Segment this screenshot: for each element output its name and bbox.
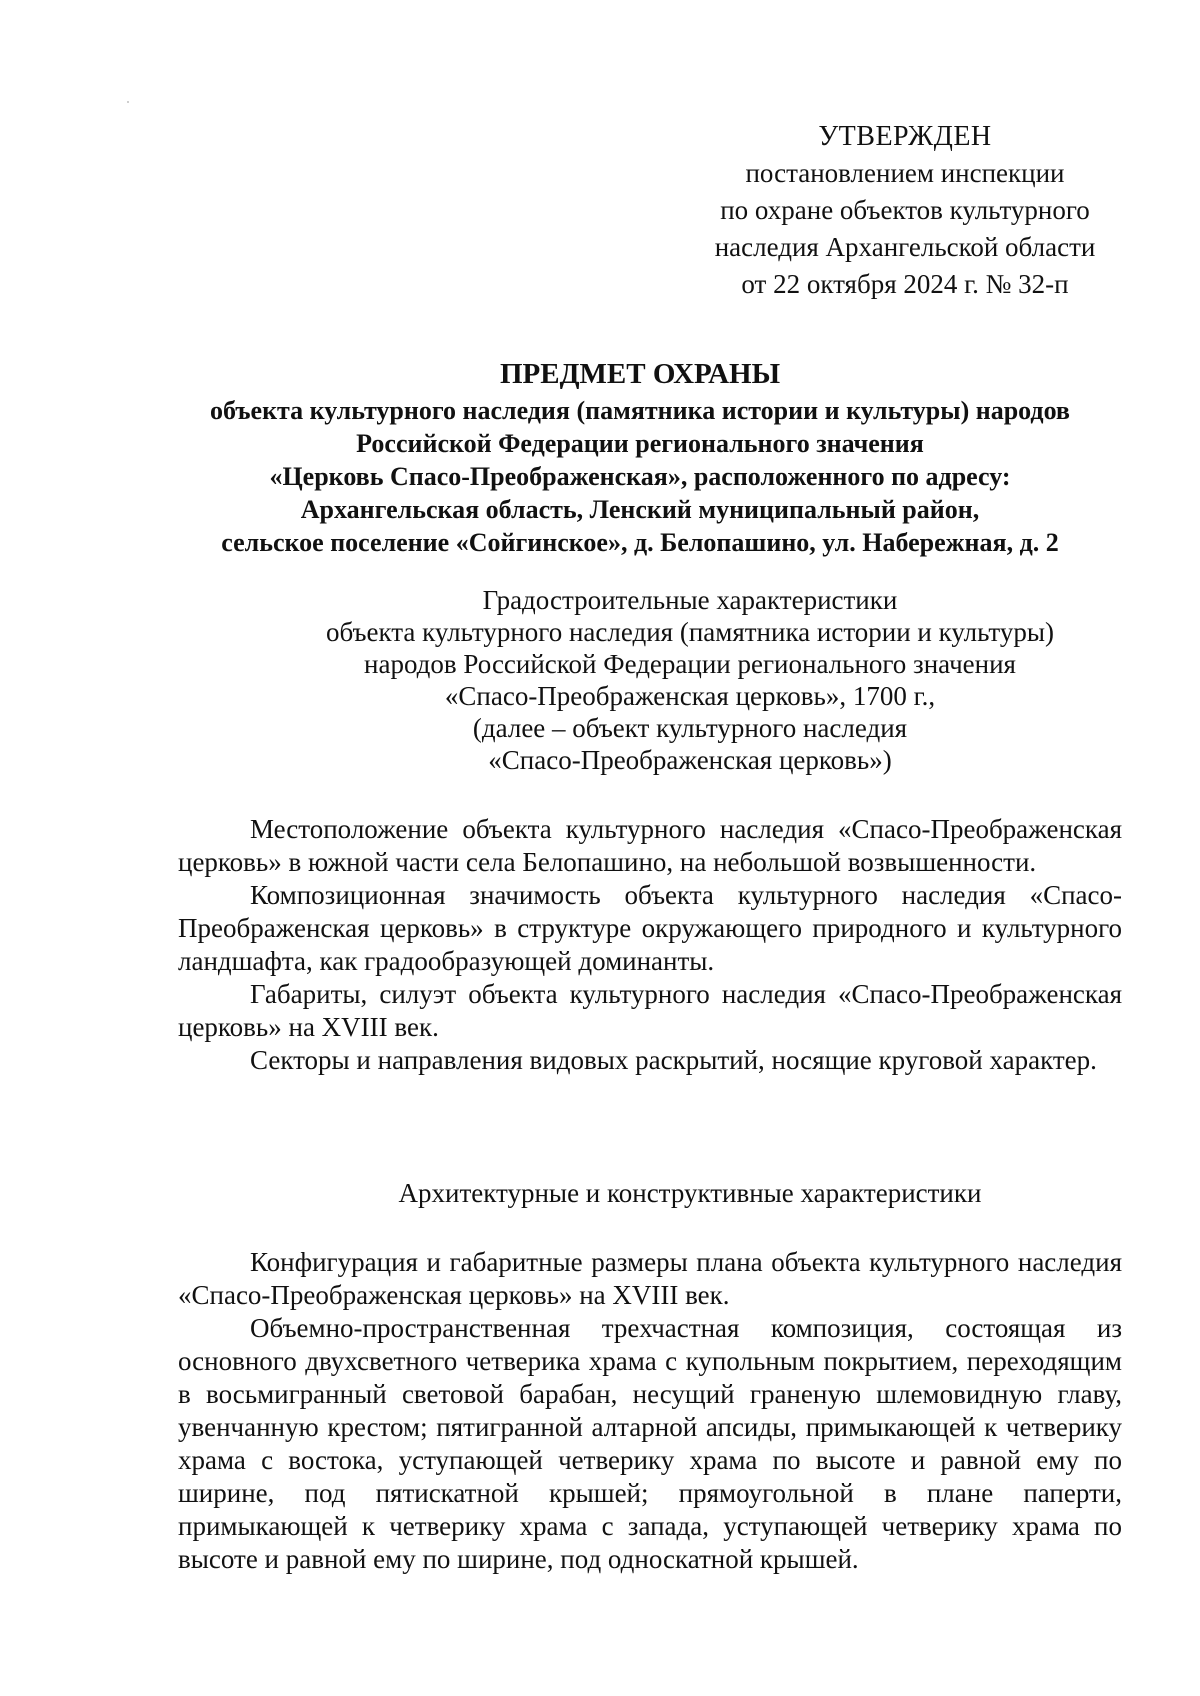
- heading-line-3: «Церковь Спасо-Преображенская», расположенного по адресу:: [269, 462, 1011, 491]
- approval-line-1: постановлением инспекции: [745, 158, 1065, 188]
- urban-heading-line-2: объекта культурного наследия (памятника истории и культуры): [325, 617, 1055, 647]
- paragraph-dimensions: Габариты, силуэт объекта культурного наследия «Спасо-Преображенская церковь» на XVIII век.: [178, 979, 1122, 1042]
- urban-heading-line-1: Градостроительные характеристики: [482, 585, 898, 615]
- urban-heading-line-3: народов Российской Федерации регионального значения: [364, 649, 1016, 679]
- paragraph-volume: Объемно-пространственная трехчастная композиция, состоящая из основного двухсветного четверика храма с купольным покрытием, переходящим в восьмигранный световой барабан, несущий граненую шлемовидную главу, увенчанную крестом; пятигранной алтарной апсиды, примыкающей к четверику храма с востока, уступающей четверику храма по высоте и равной ему по ширине, под пятискатной крышей; прямоугольной в плане паперти, примыкающей к четверику храма с запада, уступающей четверику храма по высоте и равной ему по ширине, под односкатной крышей.: [178, 1313, 1122, 1574]
- urban-heading-line-5: (далее – объект культурного наследия: [472, 713, 908, 743]
- heading-line-2: Российской Федерации регионального значения: [356, 429, 924, 458]
- approval-status: УТВЕРЖДЕН: [818, 121, 992, 152]
- architecture-section-heading: Архитектурные и конструктивные характеристики: [398, 1178, 982, 1208]
- urban-heading-line-6: «Спасо-Преображенская церковь»): [488, 745, 892, 775]
- heading-line-4: Архангельская область, Ленский муниципальный район,: [300, 495, 980, 524]
- heading-line-5: сельское поселение «Сойгинское», д. Белопашино, ул. Набережная, д. 2: [221, 528, 1059, 557]
- heading-line-1: объекта культурного наследия (памятника истории и культуры) народов: [210, 396, 1070, 425]
- approval-line-4: от 22 октября 2024 г. № 32-п: [741, 269, 1069, 299]
- document-heading: [160, 354, 1120, 559]
- document-title: ПРЕДМЕТ ОХРАНЫ: [499, 358, 781, 390]
- approval-line-2: по охране объектов культурного: [720, 195, 1090, 225]
- approval-stamp: [690, 118, 1120, 303]
- paragraph-location: Местоположение объекта культурного наследия «Спасо-Преображенская церковь» в южной части села Белопашино, на небольшой возвышенности.: [178, 814, 1122, 877]
- architecture-paragraphs: [178, 1246, 1122, 1576]
- paragraph-plan: Конфигурация и габаритные размеры плана объекта культурного наследия «Спасо-Преображенская церковь» на XVIII век.: [178, 1247, 1122, 1310]
- paragraph-view-sectors: Секторы и направления видовых раскрытий, носящие круговой характер.: [250, 1045, 1097, 1075]
- urban-paragraphs: [178, 813, 1122, 1077]
- approval-line-3: наследия Архангельской области: [714, 232, 1096, 262]
- scan-speck: [127, 101, 129, 103]
- paragraph-composition: Композиционная значимость объекта культурного наследия «Спасо-Преображенская церковь» в структуре окружающего природного и культурного ландшафта, как градообразующей доминанты.: [178, 880, 1122, 976]
- urban-section-heading: [250, 584, 1130, 776]
- urban-heading-line-4: «Спасо-Преображенская церковь», 1700 г.,: [444, 681, 936, 711]
